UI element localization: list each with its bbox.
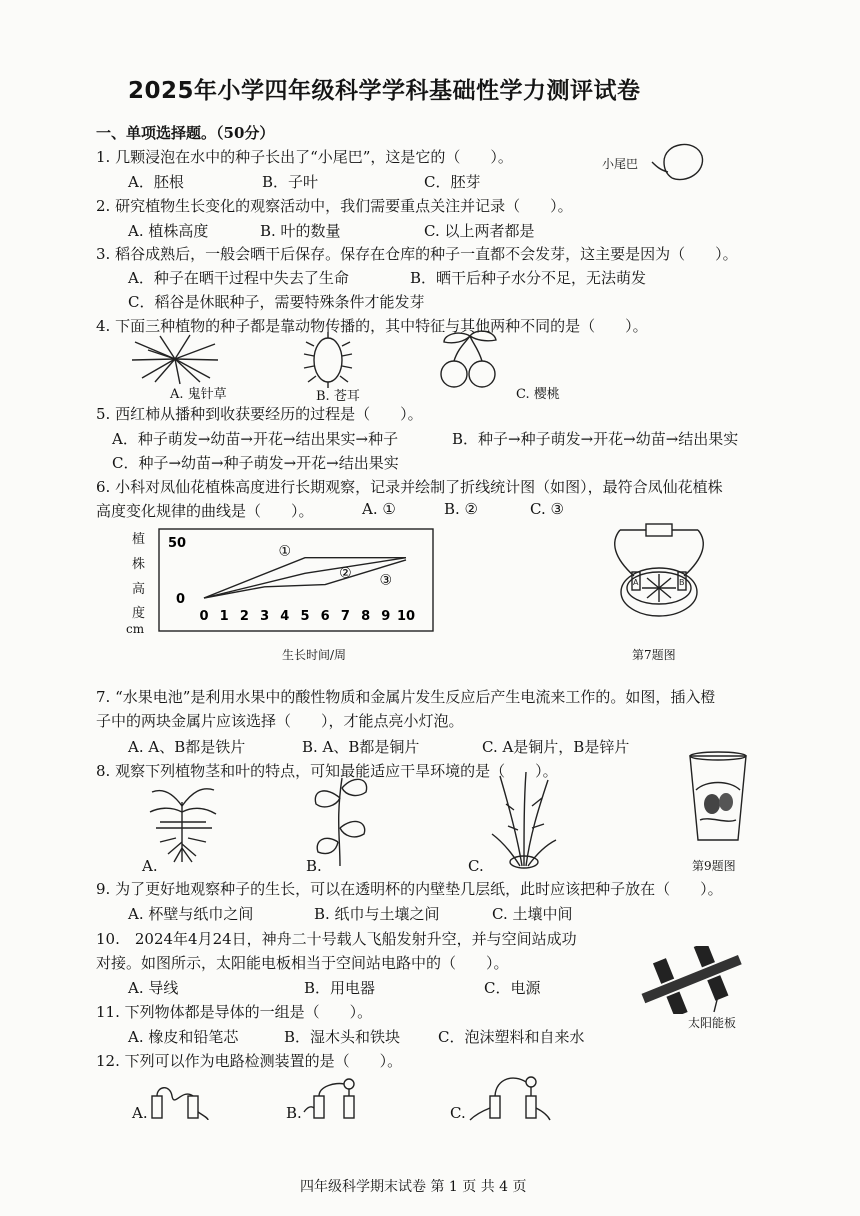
question-5: 5. 西红柿从播种到收获要经历的过程是（ ）。 bbox=[96, 405, 423, 423]
x-tick-label: 6 bbox=[320, 609, 330, 624]
q5-option-c: C．种子→幼苗→种子萌发→开花→结出果实 bbox=[112, 454, 399, 472]
space-station-figure bbox=[632, 946, 752, 1014]
page-footer: 四年级科学期末试卷 第 1 页 共 4 页 bbox=[300, 1179, 527, 1195]
q8-plant-a-figure bbox=[146, 782, 218, 864]
q8-plant-b-figure bbox=[306, 768, 376, 868]
q1-option-a: A．胚根 bbox=[128, 173, 184, 191]
y-tick-label: 50 bbox=[168, 536, 187, 551]
y-axis-char-4: 度 bbox=[132, 606, 146, 621]
q9-figure-label: 第9题图 bbox=[692, 859, 736, 873]
cherry-figure bbox=[436, 330, 510, 390]
q3-option-a: A．种子在晒干过程中失去了生命 bbox=[128, 269, 349, 287]
solar-panel-label: 太阳能板 bbox=[688, 1016, 737, 1030]
svg-text:A: A bbox=[633, 578, 639, 587]
y-axis-unit: cm bbox=[126, 622, 145, 636]
bidens-seed-figure bbox=[130, 332, 220, 386]
q3-option-b: B．晒干后种子水分不足，无法萌发 bbox=[410, 269, 647, 287]
q7-option-b: B. A、B都是铜片 bbox=[302, 738, 420, 756]
question-10-line-1: 10. 2024年4月24日，神舟二十号载人飞船发射升空，并与空间站成功 bbox=[96, 930, 577, 948]
q10-option-a: A. 导线 bbox=[128, 979, 179, 997]
question-7-line-1: 7. “水果电池”是利用水果中的酸性物质和金属片发生反应后产生电流来工作的。如图，插入橙 bbox=[96, 688, 716, 706]
q11-option-b: B．湿木头和铁块 bbox=[284, 1028, 401, 1046]
q12-option-a: A. bbox=[132, 1104, 148, 1122]
x-tick-label: 3 bbox=[260, 609, 270, 624]
sprouting-seed-figure bbox=[650, 132, 710, 188]
q4-option-a: A. 鬼针草 bbox=[170, 387, 227, 402]
q8-option-a: A. bbox=[142, 857, 158, 875]
q1-option-c: C．胚芽 bbox=[424, 173, 481, 191]
q12-circuit-c-figure bbox=[466, 1072, 552, 1122]
question-3: 3. 稻谷成熟后，一般会晒干后保存。保存在仓库的种子一直都不会发芽，这主要是因为（ ）。 bbox=[96, 245, 738, 263]
y-axis-char-3: 高 bbox=[132, 582, 146, 597]
series-label-3: ③ bbox=[379, 572, 393, 589]
q4-option-b: B. 苍耳 bbox=[316, 389, 360, 404]
x-axis-label: 生长时间/周 bbox=[282, 648, 347, 662]
q6-option-b: B. ② bbox=[444, 500, 479, 518]
transparent-cup-figure bbox=[686, 750, 750, 846]
q8-plant-c-figure bbox=[488, 770, 558, 870]
x-tick-label: 8 bbox=[361, 609, 371, 624]
series-label-1: ① bbox=[278, 543, 292, 560]
q12-circuit-a-figure bbox=[146, 1082, 210, 1122]
q5-option-a: A．种子萌发→幼苗→开花→结出果实→种子 bbox=[112, 430, 399, 448]
q7-figure-label: 第7题图 bbox=[632, 648, 676, 662]
question-10-line-2: 对接。如图所示，太阳能电板相当于空间站电路中的（ ）。 bbox=[96, 954, 509, 972]
y-tick-label: 0 bbox=[176, 592, 186, 607]
cocklebur-seed-figure bbox=[298, 332, 358, 388]
q6-option-a: A. ① bbox=[362, 500, 396, 518]
q9-option-b: B. 纸巾与土壤之间 bbox=[314, 905, 440, 923]
q8-option-b: B. bbox=[306, 857, 322, 875]
q8-option-c: C. bbox=[468, 857, 484, 875]
q11-option-a: A. 橡皮和铅笔芯 bbox=[128, 1028, 239, 1046]
x-tick-label: 5 bbox=[300, 609, 310, 624]
question-6-line-1: 6. 小科对凤仙花植株高度进行长期观察，记录并绘制了折线统计图（如图），最符合凤仙花植株 bbox=[96, 478, 723, 496]
question-6-line-2: 高度变化规律的曲线是（ ）。 bbox=[96, 502, 314, 520]
x-tick-label: 4 bbox=[280, 609, 290, 624]
q4-option-c: C. 樱桃 bbox=[516, 387, 560, 402]
q7-option-a: A. A、B都是铁片 bbox=[128, 738, 246, 756]
series-label-2: ② bbox=[339, 565, 352, 582]
x-tick-label: 9 bbox=[381, 609, 391, 624]
question-1: 1. 几颗浸泡在水中的种子长出了“小尾巴”，这是它的（ ）。 bbox=[96, 148, 513, 166]
series-line-3 bbox=[204, 560, 406, 598]
q2-option-c: C. 以上两者都是 bbox=[424, 222, 535, 240]
q12-option-c: C. bbox=[450, 1104, 466, 1122]
y-axis-char-1: 植 bbox=[132, 532, 146, 547]
q3-option-c: C．稻谷是休眠种子，需要特殊条件才能发芽 bbox=[128, 293, 425, 311]
question-9: 9. 为了更好地观察种子的生长，可以在透明杯的内壁垫几层纸，此时应该把种子放在（ ）。 bbox=[96, 880, 723, 898]
q2-option-a: A. 植株高度 bbox=[128, 222, 209, 240]
fruit-battery-figure bbox=[600, 518, 720, 622]
x-tick-label: 7 bbox=[340, 609, 350, 624]
plant-height-line-chart bbox=[158, 528, 434, 632]
x-tick-label: 1 bbox=[219, 609, 229, 624]
question-11: 11. 下列物体都是导体的一组是（ ）。 bbox=[96, 1003, 373, 1021]
q5-option-b: B．种子→种子萌发→开花→幼苗→结出果实 bbox=[452, 430, 739, 448]
svg-text:B: B bbox=[679, 578, 685, 587]
x-tick-label: 0 bbox=[199, 609, 209, 624]
question-7-line-2: 子中的两块金属片应该选择（ ），才能点亮小灯泡。 bbox=[96, 712, 464, 730]
x-tick-label: 10 bbox=[396, 609, 416, 624]
page-title: 2025年小学四年级科学学科基础性学力测评试卷 bbox=[128, 78, 641, 104]
section-heading: 一、单项选择题。（50分） bbox=[96, 124, 275, 142]
q6-option-c: C. ③ bbox=[530, 500, 564, 518]
q9-option-c: C. 土壤中间 bbox=[492, 905, 573, 923]
q10-option-b: B．用电器 bbox=[304, 979, 376, 997]
q10-option-c: C．电源 bbox=[484, 979, 541, 997]
q12-option-b: B. bbox=[286, 1104, 302, 1122]
question-2: 2. 研究植物生长变化的观察活动中，我们需要重点关注并记录（ ）。 bbox=[96, 197, 573, 215]
question-4: 4. 下面三种植物的种子都是靠动物传播的，其中特征与其他两种不同的是（ ）。 bbox=[96, 317, 648, 335]
q1-option-b: B．子叶 bbox=[262, 173, 319, 191]
x-tick-label: 2 bbox=[239, 609, 249, 624]
q7-option-c: C. A是铜片，B是锌片 bbox=[482, 738, 630, 756]
q2-option-b: B. 叶的数量 bbox=[260, 222, 341, 240]
q9-option-a: A. 杯壁与纸巾之间 bbox=[128, 905, 254, 923]
question-8: 8. 观察下列植物茎和叶的特点，可知最能适应干旱环境的是（ ）。 bbox=[96, 762, 558, 780]
q12-circuit-b-figure bbox=[300, 1076, 366, 1122]
y-axis-char-2: 株 bbox=[132, 557, 146, 572]
q1-figure-label: 小尾巴 bbox=[602, 157, 639, 171]
question-12: 12. 下列可以作为电路检测装置的是（ ）。 bbox=[96, 1052, 403, 1070]
q11-option-c: C．泡沫塑料和自来水 bbox=[438, 1028, 585, 1046]
